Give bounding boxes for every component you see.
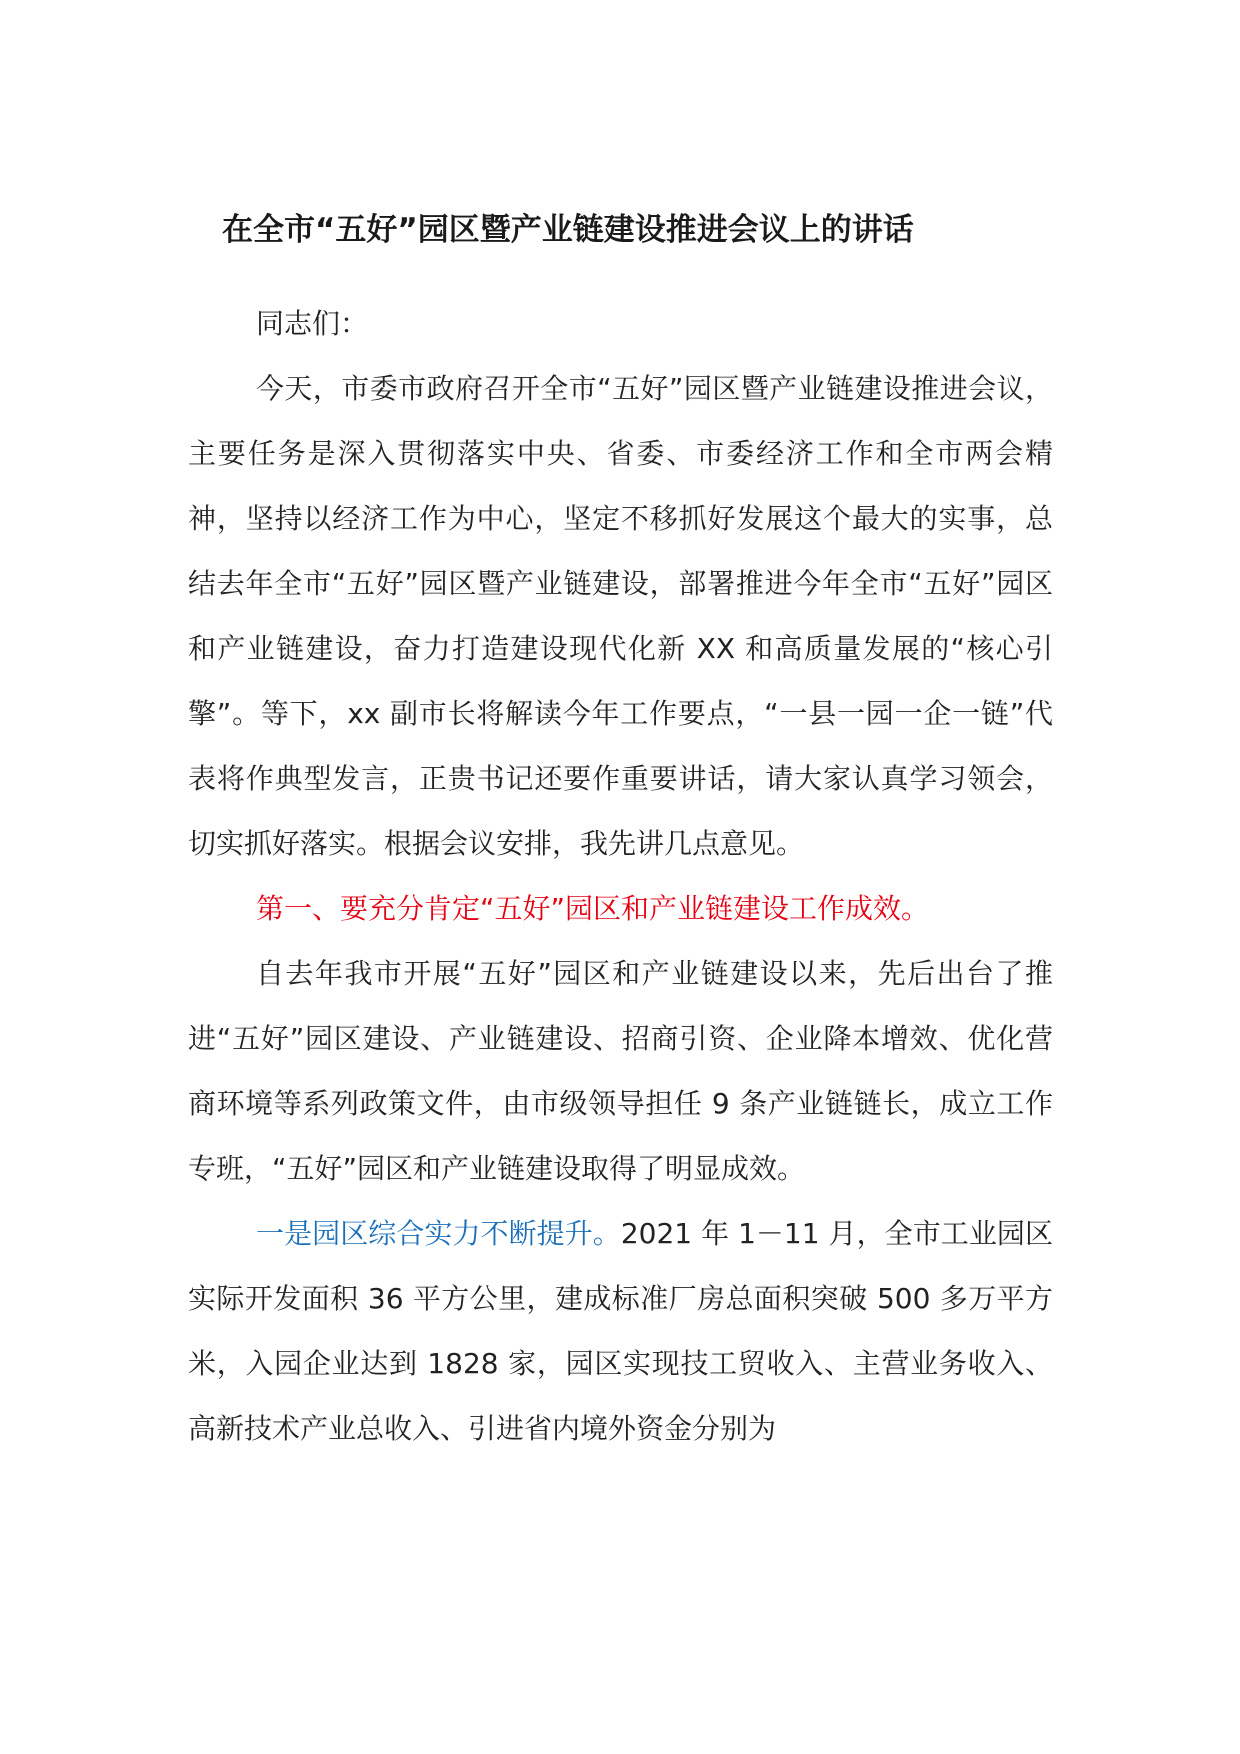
intro-paragraph: 今天，市委市政府召开全市“五好”园区暨产业链建设推进会议，主要任务是深入贯彻落实中央、省委、市委经济工作和全市两会精神，坚持以经济工作为中心，坚定不移抓好发展这个最大的实事，总结去年全市“五好”园区暨产业链建设，部署推进今年全市“五好”园区和产业链建设，奋力打造建设现代化新 XX 和高质量发展的“核心引擎”。等下，xx 副市长将解读今年工作要点，“一县一园一企一链”代表将作典型发言，正贵书记还要作重要讲话，请大家认真学习领会，切实抓好落实。根据会议安排，我先讲几点意见。: [188, 372, 1053, 860]
document-title: 在全市“五好”园区暨产业链建设推进会议上的讲话: [222, 212, 914, 248]
salutation: 同志们：: [256, 307, 369, 340]
section-heading-1: 第一、要充分肯定“五好”园区和产业链建设工作成效。: [256, 892, 930, 925]
point-body-1: 2021 年 1－11 月，全市工业园区实际开发面积 36 平方公里，建成标准厂房总面积突破 500 多万平方米，入园企业达到 1828 家，园区实现技工贸收入、主营业务收入、高新技术产业总收入、引进省内境外资金分别为: [188, 1217, 1053, 1445]
point-lead-1: 一是园区综合实力不断提升。: [256, 1217, 621, 1250]
section-body-1: 自去年我市开展“五好”园区和产业链建设以来，先后出台了推进“五好”园区建设、产业链建设、招商引资、企业降本增效、优化营商环境等系列政策文件，由市级领导担任 9 条产业链链长，成立工作专班，“五好”园区和产业链建设取得了明显成效。: [188, 957, 1053, 1185]
document-page: [188, 205, 1053, 1461]
point-paragraph-1: [188, 1201, 1053, 1461]
